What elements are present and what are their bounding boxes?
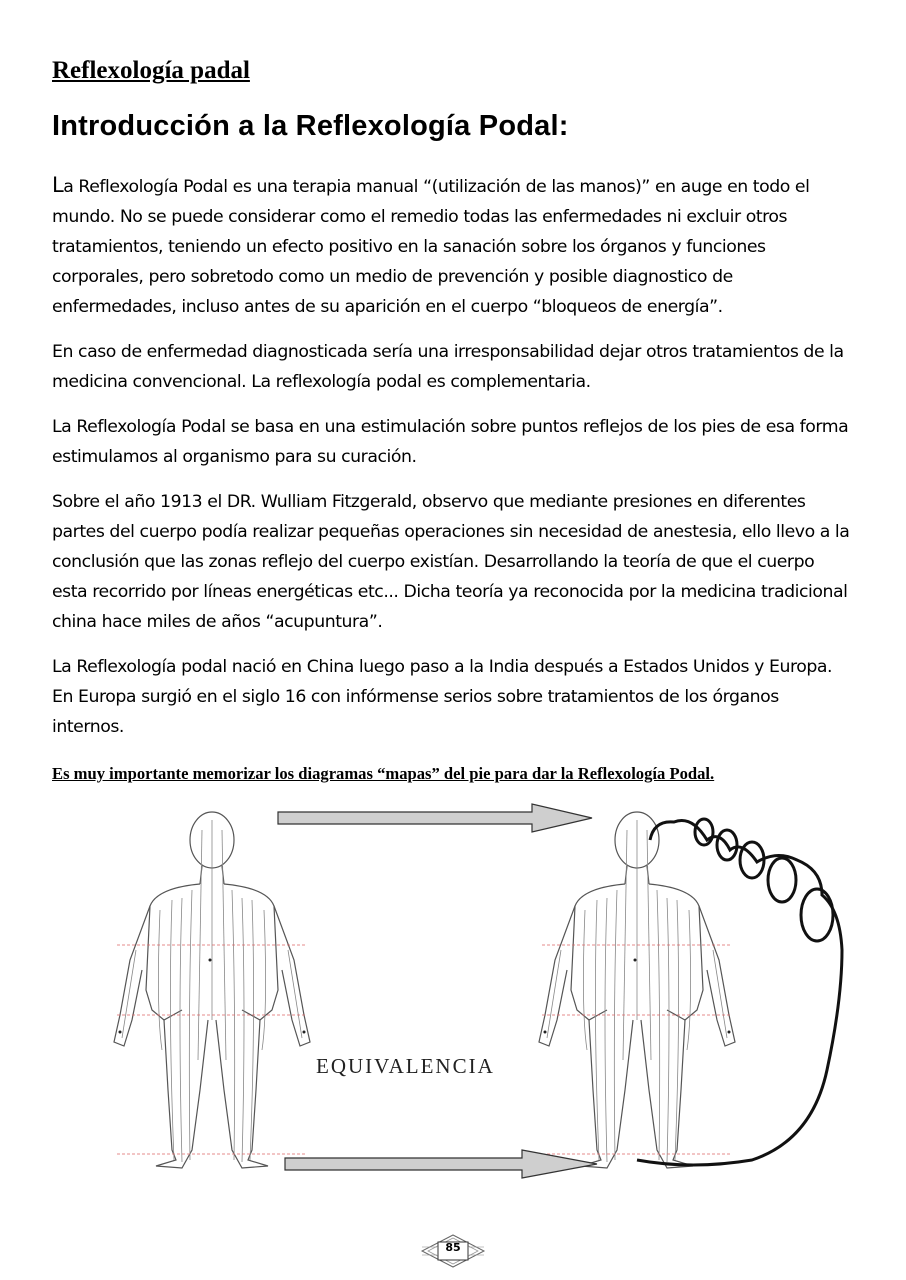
body-figure-left bbox=[114, 812, 310, 1168]
paragraph-text: a Reflexología Podal es una terapia manual “(utilización de las manos)” en auge en todo el mundo. No se puede considerar como el remedio todas las enfermedades ni excluir otros tratamientos, teniendo un efecto positivo en la sanación sobre los órganos y funciones corporales, pero sobretodo como un medio de prevención y posible diagnostico de enfermedades, incluso antes de su aparición en el cuerpo “bloqueos de energía”. bbox=[52, 177, 810, 317]
body-figure-right bbox=[539, 812, 735, 1168]
paragraph: En caso de enfermedad diagnosticada sería una irresponsabilidad dejar otros tratamientos de la medicina convencional. La reflexología podal es complementaria. bbox=[52, 342, 844, 392]
arrow-top bbox=[278, 804, 592, 832]
header-title: Reflexología padal bbox=[52, 57, 250, 84]
body-foot-diagram bbox=[52, 800, 862, 1180]
paragraph: La Reflexología Podal se basa en una estimulación sobre puntos reflejos de los pies de esa forma estimulamos al organismo para su curación. bbox=[52, 417, 849, 467]
paragraph: Sobre el año 1913 el DR. Wulliam Fitzgerald, observo que mediante presiones en diferentes partes del cuerpo podía realizar pequeñas operaciones sin necesidad de anestesia, ello llevo a la conclusión que las zonas reflejo del cuerpo existían. Desarrollando la teoría de que el cuerpo esta recorrido por líneas energéticas etc... Dicha teoría ya reconocida por la medicina tradicional china hace miles de años “acupuntura”. bbox=[52, 492, 850, 632]
equivalence-figure bbox=[52, 800, 862, 1180]
paragraph: La Reflexología podal nació en China luego paso a la India después a Estados Unidos y Europa. En Europa surgió en el siglo 16 con infórmense serios sobre tratamientos de los órganos internos. bbox=[52, 657, 833, 737]
page-number: 85 bbox=[445, 1241, 461, 1254]
arrow-bottom bbox=[285, 1150, 597, 1178]
important-note: Es muy importante memorizar los diagramas “mapas” del pie para dar la Reflexología Podal. bbox=[52, 764, 715, 783]
body-text bbox=[52, 170, 852, 757]
equivalence-label: EQUIVALENCIA bbox=[316, 1054, 495, 1078]
drop-initial: L bbox=[52, 173, 64, 197]
page-number-badge bbox=[420, 1234, 486, 1268]
paragraph bbox=[52, 170, 852, 322]
page-title: Introducción a la Reflexología Podal: bbox=[52, 110, 569, 142]
